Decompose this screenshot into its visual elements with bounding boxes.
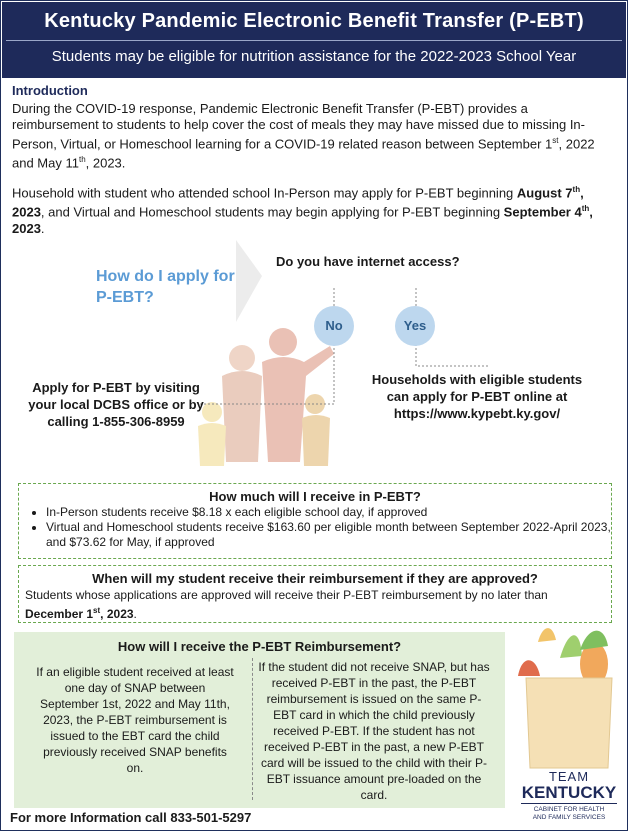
when-box: [18, 565, 612, 623]
how-apply-heading: How do I apply for P-EBT?: [96, 268, 235, 306]
list-item: • In-Person students receive $8.18 x each eligible school day, if approved: [46, 505, 616, 520]
apply-offline-text: Apply for P-EBT by visiting your local DCBS office or by calling 1-855-306-8959: [28, 380, 204, 429]
page-subtitle: Students may be eligible for nutrition assistance for the 2022-2023 School Year: [51, 48, 577, 65]
receive-heading: How will I receive the P-EBT Reimbursement?: [117, 639, 402, 654]
logo-cabinet-1: CABINET FOR HEALTH: [533, 806, 605, 813]
column-divider: [252, 658, 253, 800]
kentucky-logo: [517, 770, 621, 822]
logo-team: TEAM: [548, 769, 590, 784]
when-heading: When will my student receive their reimbursement if they are approved?: [92, 571, 538, 586]
when-text: Students whose applications are approved will receive their P-EBT reimbursement by no later than December 1st, 2023.: [25, 588, 548, 621]
amount-list: [32, 505, 616, 550]
grocery-bag-icon: [508, 620, 620, 770]
header-banner: [2, 2, 626, 78]
yes-bubble: Yes: [395, 306, 435, 346]
header-divider: [6, 40, 622, 41]
apply-online-text: Households with eligible students can apply for P-EBT online at https://www.kypebt.ky.gov/: [371, 372, 583, 421]
logo-divider: [521, 803, 617, 804]
internet-question: Do you have internet access?: [276, 254, 460, 269]
footer-contact: For more Information call 833-501-5297: [10, 810, 252, 825]
no-bubble: No: [314, 306, 354, 346]
intro-paragraph-1: During the COVID-19 response, Pandemic Electronic Benefit Transfer (P-EBT) provides a reimbursement to students to help cover the cost of meals they may have missed due to missing In-Person, Virtual, or Homeschool learning for a COVID-19 related reason between September 1st, 2022 and May 11th, 2023.: [12, 101, 595, 171]
logo-state: KENTUCKY: [521, 783, 617, 802]
intro-heading: Introduction: [12, 83, 88, 98]
receive-snap-text: If an eligible student received at least one day of SNAP between September 1st, 2022 and May 11th, 2023, the P-EBT reimbursement is issued to the EBT card the child previously received SNAP benefits on.: [36, 665, 234, 775]
family-icon: [198, 328, 334, 466]
amount-heading: How much will I receive in P-EBT?: [209, 489, 421, 504]
receive-pebt-text: If the student did not receive SNAP, but has received P-EBT in the past, the P-EBT reimbursement is issued on the same P-EBT card in which the child previously received P-EBT. If the student has not received P-EBT in the past, a new P-EBT card will be issued to the child with their P-EBT issuance amount pre-loaded on the card.: [258, 660, 490, 802]
logo-cabinet-2: AND FAMILY SERVICES: [532, 814, 606, 821]
page-title: Kentucky Pandemic Electronic Benefit Transfer (P-EBT): [44, 10, 584, 32]
apply-illustration: [0, 236, 628, 480]
intro-paragraph-2: Household with student who attended school In-Person may apply for P-EBT beginning August 7th, 2023, and Virtual and Homeschool students may begin applying for P-EBT beginning September 4th, 2023.: [12, 185, 593, 236]
list-item: • Virtual and Homeschool students receive $163.60 per eligible month between September 2022-April 2023, and $73.62 for May, if approved: [46, 520, 616, 550]
arrow-shape: [236, 240, 262, 322]
